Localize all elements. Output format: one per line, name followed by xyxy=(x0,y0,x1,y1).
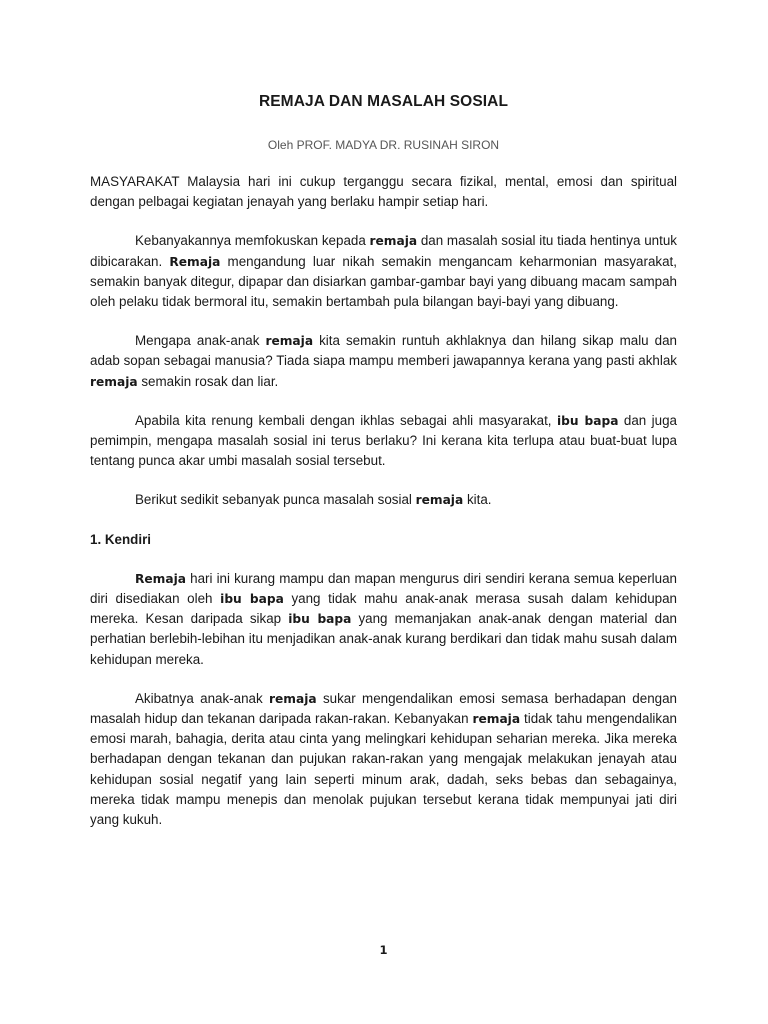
bold-term: ibu bapa xyxy=(220,592,284,607)
document-body xyxy=(90,172,677,849)
text-run: Akibatnya anak-anak xyxy=(135,690,270,706)
bold-term: remaja xyxy=(472,712,521,727)
paragraph xyxy=(90,172,677,212)
document-page xyxy=(90,0,677,1024)
bold-term: remaja xyxy=(269,691,317,706)
section-heading xyxy=(90,530,677,550)
bold-term: Remaja xyxy=(169,254,221,269)
text-run: kita semakin runtuh akhlaknya dan hilang sikap malu dan adab sopan sebagai manusia? Tiada siapa mampu memberi jawapannya kerana yang pasti akhlak xyxy=(90,333,678,369)
text-run: mengandung luar nikah semakin mengancam keharmonian masyarakat, semakin banyak ditegur, dipapar dan disiarkan gambar-gambar bayi yang dibuang macam sampah oleh pelaku tidak bermoral itu, semakin bertambah pula bilangan bayi-bayi yang dibuang. xyxy=(90,253,677,310)
text-run: 1. Kendiri xyxy=(90,531,152,547)
text-run: yang tidak mahu anak-anak merasa susah dalam kehidupan mereka. Kesan daripada sikap xyxy=(90,591,678,627)
bold-term: remaja xyxy=(415,493,464,508)
text-run: yang memanjakan anak-anak dengan material dan perhatian berlebih-lebihan itu menjadikan anak-anak kurang berdikari dan tidak mahu susah dalam kehidupan mereka. xyxy=(90,611,677,667)
bold-term: remaja xyxy=(90,374,138,389)
text-run: dan juga pemimpin, mengapa masalah sosial ini terus berlaku? Ini kerana kita terlupa atau buat-buat lupa tentang punca akar umbi masalah sosial tersebut. xyxy=(90,412,677,469)
bold-term: remaja xyxy=(265,334,314,349)
text-run: hari ini kurang mampu dan mapan mengurus diri sendiri kerana semua keperluan diri disediakan oleh xyxy=(90,570,677,607)
paragraph xyxy=(90,231,677,312)
paragraph xyxy=(90,331,677,392)
bold-term: Remaja xyxy=(135,571,186,586)
bold-term: ibu bapa xyxy=(556,413,619,428)
paragraph xyxy=(90,411,677,472)
text-run: Berikut sedikit sebanyak punca masalah sosial xyxy=(135,492,416,508)
text-run: semakin rosak dan liar. xyxy=(137,373,279,389)
paragraph xyxy=(90,689,677,830)
paragraph xyxy=(90,569,677,670)
text-run: kita. xyxy=(463,492,492,508)
text-run: MASYARAKAT Malaysia hari ini cukup terganggu secara fizikal, mental, emosi dan spiritual dengan pelbagai kegiatan jenayah yang berlaku hampir setiap hari. xyxy=(90,174,677,210)
document-title: REMAJA DAN MASALAH SOSIAL xyxy=(258,93,509,110)
text-run: sukar mengendalikan emosi semasa berhadapan dengan masalah hidup dan tekanan daripada rakan-rakan. Kebanyakan xyxy=(90,690,677,727)
text-run: tidak tahu mengendalikan emosi marah, bahagia, derita atau cinta yang melingkari kehidupan seharian mereka. Jika mereka berhadapan dengan tekanan dan pujukan rakan-rakan yang mengajak melakukan jenayah atau kehidupan sosial negatif yang lain seperti minum arak, dadah, seks bebas dan sebagainya, mereka tidak mampu menepis dan menolak pujukan tersebut kerana tidak mempunyai jati diri yang kukuh. xyxy=(90,711,677,828)
author-byline: Oleh PROF. MADYA DR. RUSINAH SIRON xyxy=(267,138,500,152)
text-run: Mengapa anak-anak xyxy=(135,333,266,349)
text-run: dan masalah sosial itu tiada hentinya untuk dibicarakan. xyxy=(90,233,677,269)
text-run: Apabila kita renung kembali dengan ikhlas sebagai ahli masyarakat, xyxy=(135,412,557,428)
bold-term: remaja xyxy=(369,234,418,249)
page-number: 1 xyxy=(379,943,388,957)
paragraph xyxy=(90,490,677,510)
bold-term: ibu bapa xyxy=(288,612,352,627)
text-run: Kebanyakannya memfokuskan kepada xyxy=(135,233,370,249)
